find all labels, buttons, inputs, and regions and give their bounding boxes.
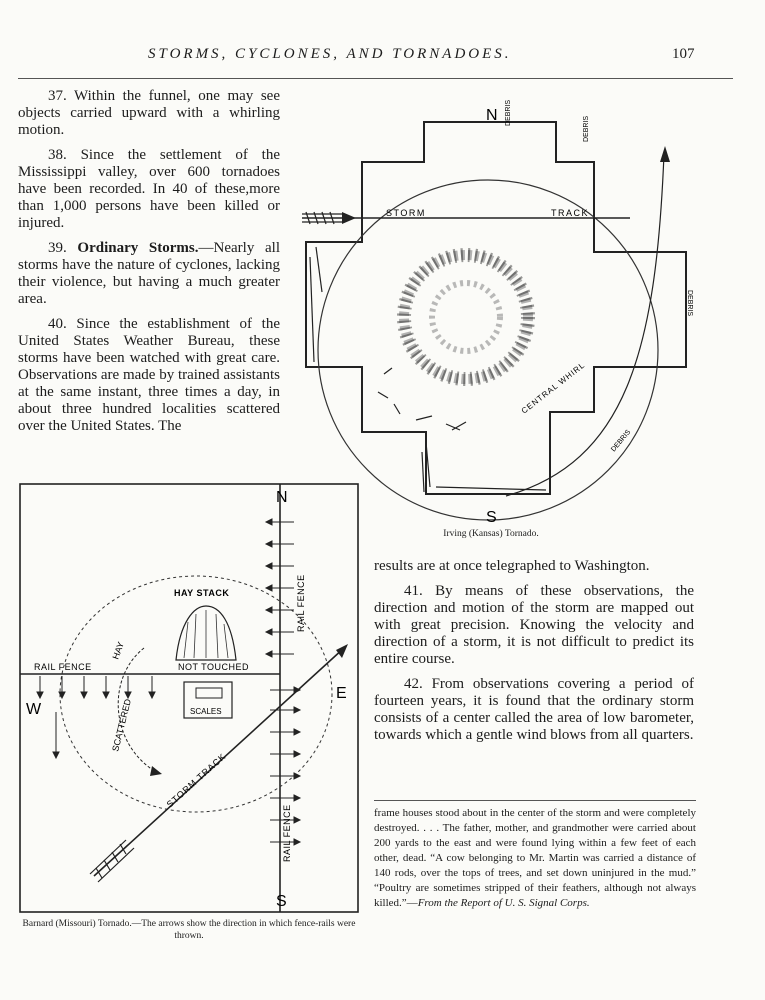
right-column-text	[374, 558, 694, 752]
irving-debris-ring	[404, 255, 528, 379]
paragraph-40-continued: results are at once telegraphed to Washington.	[374, 558, 650, 574]
irving-curve-arrowhead	[660, 146, 670, 162]
paragraph-39	[18, 240, 280, 308]
footnote-body: frame houses stood about in the center of the storm and were completely destroyed. . . . The father, mother, and grandmother were carried about 200 yards to the east and were found lying within a few feet of each other, dead. “A cow belonging to Mr. Martin was carried a distance of 140 rods, over the tops of trees, and set down uninjured in the mud.” “Poultry are sometimes stripped of their feathers, although not always killed.”—	[374, 807, 696, 909]
barnard-label-rail-fence-horizontal: RAIL FENCE	[34, 662, 92, 672]
paragraph-37: 37. Within the funnel, one may see objects carried upward with a whirling motion.	[18, 88, 280, 138]
page-header	[0, 46, 765, 70]
footnote-rule	[374, 800, 696, 801]
barnard-label-rail-fence-lower: RAIL FENCE	[282, 804, 292, 862]
irving-tornado-figure	[296, 92, 706, 522]
barnard-label-scales: SCALES	[190, 707, 222, 716]
scales-inner	[196, 688, 222, 698]
barnard-frame	[20, 484, 358, 912]
irving-label-debris-right: DEBRIS	[686, 290, 693, 317]
paragraph-39-body: —Nearly all storms have the nature of cyclones, lacking their violence, but having a much greater area.	[18, 240, 280, 307]
irving-label-central-whirl: CENTRAL WHIRL	[519, 360, 587, 416]
footnote-source: From the Report of U. S. Signal Corps.	[417, 897, 590, 909]
scattered-curve-arrowhead	[150, 766, 162, 776]
barnard-label-s: S	[276, 893, 287, 910]
irving-whirl-circle	[318, 180, 658, 520]
barnard-tornado-figure	[18, 482, 360, 914]
barnard-label-not-touched: NOT TOUCHED	[178, 662, 250, 672]
barnard-label-n: N	[276, 489, 288, 506]
paragraph-39-number: 39.	[48, 240, 67, 256]
irving-label-debris-top-2: DEBRIS	[583, 115, 590, 142]
irving-label-debris-top-1: DEBRIS	[505, 99, 512, 126]
paragraph-39-heading: Ordinary Storms.	[77, 240, 199, 256]
irving-label-storm: STORM	[386, 208, 426, 218]
footnote	[374, 806, 696, 911]
barnard-label-scattered: SCATTERED	[110, 697, 133, 753]
irving-caption: Irving (Kansas) Tornado.	[443, 529, 539, 539]
barnard-storm-track-arrowhead	[336, 644, 348, 658]
irving-label-track: TRACK	[551, 208, 590, 218]
hay-stack-strokes	[184, 610, 228, 658]
barnard-label-hay: HAY	[110, 640, 126, 661]
storm-track-arrowhead	[342, 212, 356, 224]
paragraph-42: 42. From observations covering a period of fourteen years, it is found that the ordinary storm consists of a center called the area of low barometer, towards which a gentle wind blows from all quarters.	[374, 676, 694, 743]
barnard-label-e: E	[336, 685, 347, 702]
page-number: 107	[672, 46, 695, 62]
running-head: STORMS, CYCLONES, AND TORNADOES.	[148, 46, 512, 62]
irving-label-s: S	[486, 509, 497, 522]
barnard-label-rail-fence-upper: RAIL FENCE	[296, 574, 306, 632]
paragraph-41: 41. By means of these observations, the direction and motion of the storm are mapped out with great precision. Knowing the velocity and direction of a storm, it is not difficult to predict its entire course.	[374, 583, 694, 667]
paragraph-38: 38. Since the settlement of the Mississippi valley, over 600 tornadoes have been recorded. In 40 of these,more than 1,000 persons have been killed or injured.	[18, 147, 280, 231]
irving-label-debris-bottom: DEBRIS	[610, 428, 633, 454]
barnard-label-hay-stack: HAY STACK	[174, 588, 230, 598]
barnard-label-storm-track: STORM TRACK	[164, 751, 228, 810]
irving-label-n: N	[486, 107, 498, 124]
barnard-caption: Barnard (Missouri) Tornado.—The arrows show the direction in which fence-rails were thrown.	[22, 919, 356, 941]
barnard-label-w: W	[26, 701, 42, 718]
left-column-text	[18, 88, 280, 443]
header-rule	[18, 78, 733, 79]
paragraph-40: 40. Since the establishment of the United States Weather Bureau, these storms have been watched with great care. Observations are made by trained assistants at the same instant, three times a day, in about three hundred localities scattered over the United States. The	[18, 316, 281, 434]
fence-rail-arrows	[37, 519, 300, 845]
